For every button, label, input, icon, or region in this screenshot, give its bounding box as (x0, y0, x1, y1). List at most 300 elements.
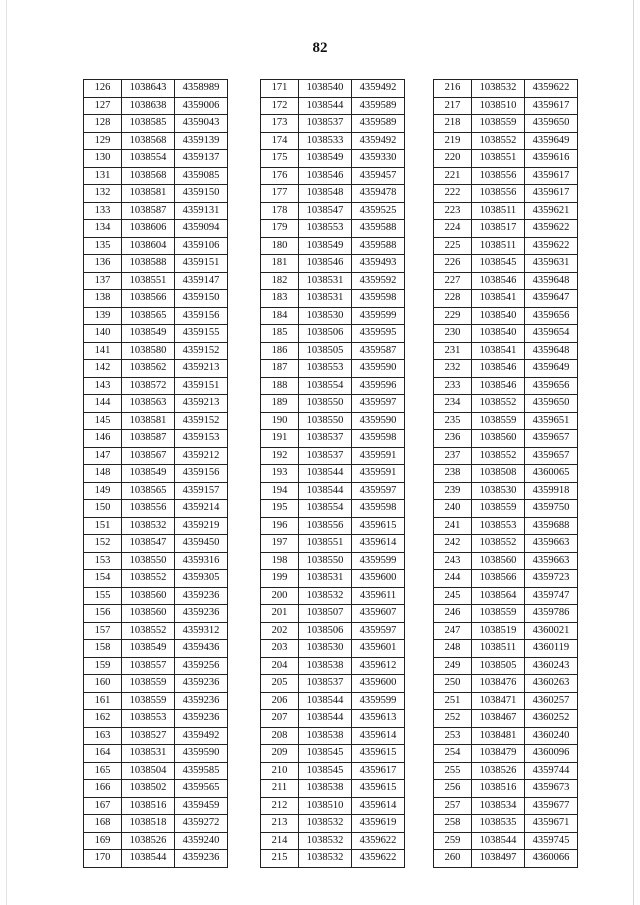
y-coordinate-cell: 4359156 (175, 465, 228, 483)
x-coordinate-cell: 1038553 (122, 710, 175, 728)
y-coordinate-cell: 4359085 (175, 167, 228, 185)
y-coordinate-cell: 4359648 (525, 342, 578, 360)
y-coordinate-cell: 4359565 (175, 780, 228, 798)
x-coordinate-cell: 1038481 (472, 727, 525, 745)
x-coordinate-cell: 1038559 (472, 605, 525, 623)
x-coordinate-cell: 1038476 (472, 675, 525, 693)
point-number-cell: 238 (434, 465, 472, 483)
point-number-cell: 133 (84, 202, 122, 220)
x-coordinate-cell: 1038535 (472, 815, 525, 833)
table-row (434, 587, 578, 605)
x-coordinate-cell: 1038549 (122, 465, 175, 483)
x-coordinate-cell: 1038550 (299, 412, 352, 430)
point-number-cell: 174 (261, 132, 299, 150)
table-row (84, 657, 228, 675)
point-number-cell: 258 (434, 815, 472, 833)
table-row (434, 132, 578, 150)
x-coordinate-cell: 1038538 (299, 780, 352, 798)
x-coordinate-cell: 1038541 (472, 342, 525, 360)
table-row (261, 657, 405, 675)
x-coordinate-cell: 1038540 (472, 307, 525, 325)
table-row (261, 220, 405, 238)
table-row (434, 150, 578, 168)
table-row (261, 692, 405, 710)
y-coordinate-cell: 4359591 (352, 447, 405, 465)
y-coordinate-cell: 4359600 (352, 570, 405, 588)
point-number-cell: 144 (84, 395, 122, 413)
table-row (84, 552, 228, 570)
y-coordinate-cell: 4359236 (175, 710, 228, 728)
point-number-cell: 152 (84, 535, 122, 553)
point-number-cell: 168 (84, 815, 122, 833)
table-row (84, 482, 228, 500)
x-coordinate-cell: 1038559 (472, 115, 525, 133)
x-coordinate-cell: 1038530 (299, 640, 352, 658)
table-row (84, 360, 228, 378)
table-row (434, 80, 578, 98)
y-coordinate-cell: 4359615 (352, 780, 405, 798)
table-row (84, 500, 228, 518)
y-coordinate-cell: 4359272 (175, 815, 228, 833)
table-row (261, 640, 405, 658)
x-coordinate-cell: 1038551 (122, 272, 175, 290)
x-coordinate-cell: 1038554 (299, 377, 352, 395)
point-number-cell: 231 (434, 342, 472, 360)
y-coordinate-cell: 4359622 (352, 850, 405, 868)
y-coordinate-cell: 4359094 (175, 220, 228, 238)
point-number-cell: 242 (434, 535, 472, 553)
point-number-cell: 260 (434, 850, 472, 868)
table-row (84, 412, 228, 430)
y-coordinate-cell: 4359492 (175, 727, 228, 745)
table-row (261, 325, 405, 343)
table-row (261, 500, 405, 518)
table-row (434, 762, 578, 780)
y-coordinate-cell: 4359597 (352, 395, 405, 413)
x-coordinate-cell: 1038581 (122, 185, 175, 203)
y-coordinate-cell: 4359622 (352, 832, 405, 850)
x-coordinate-cell: 1038541 (472, 290, 525, 308)
point-number-cell: 239 (434, 482, 472, 500)
x-coordinate-cell: 1038544 (299, 465, 352, 483)
point-number-cell: 257 (434, 797, 472, 815)
y-coordinate-cell: 4359152 (175, 412, 228, 430)
point-number-cell: 221 (434, 167, 472, 185)
y-coordinate-cell: 4359656 (525, 307, 578, 325)
point-number-cell: 158 (84, 640, 122, 658)
table-row (261, 307, 405, 325)
y-coordinate-cell: 4359663 (525, 552, 578, 570)
x-coordinate-cell: 1038556 (299, 517, 352, 535)
y-coordinate-cell: 4359597 (352, 622, 405, 640)
table-row (261, 622, 405, 640)
y-coordinate-cell: 4359213 (175, 360, 228, 378)
point-number-cell: 245 (434, 587, 472, 605)
x-coordinate-cell: 1038553 (299, 220, 352, 238)
table-row (261, 185, 405, 203)
point-number-cell: 208 (261, 727, 299, 745)
point-number-cell: 200 (261, 587, 299, 605)
point-number-cell: 130 (84, 150, 122, 168)
table-row (84, 395, 228, 413)
y-coordinate-cell: 4359214 (175, 500, 228, 518)
x-coordinate-cell: 1038547 (299, 202, 352, 220)
y-coordinate-cell: 4359312 (175, 622, 228, 640)
x-coordinate-cell: 1038531 (299, 290, 352, 308)
x-coordinate-cell: 1038559 (122, 692, 175, 710)
x-coordinate-cell: 1038546 (299, 255, 352, 273)
y-coordinate-cell: 4359613 (352, 710, 405, 728)
y-coordinate-cell: 4359677 (525, 797, 578, 815)
point-number-cell: 259 (434, 832, 472, 850)
point-number-cell: 151 (84, 517, 122, 535)
table-row (261, 80, 405, 98)
table-row (84, 727, 228, 745)
table-row (84, 115, 228, 133)
y-coordinate-cell: 4359723 (525, 570, 578, 588)
table-row (84, 202, 228, 220)
x-coordinate-cell: 1038560 (472, 430, 525, 448)
table-row (84, 150, 228, 168)
point-number-cell: 213 (261, 815, 299, 833)
x-coordinate-cell: 1038550 (299, 552, 352, 570)
table-row (84, 832, 228, 850)
table-row (84, 465, 228, 483)
point-number-cell: 127 (84, 97, 122, 115)
point-number-cell: 183 (261, 290, 299, 308)
table-row (434, 552, 578, 570)
x-coordinate-cell: 1038551 (299, 535, 352, 553)
y-coordinate-cell: 4359587 (352, 342, 405, 360)
table-row (434, 115, 578, 133)
x-coordinate-cell: 1038516 (122, 797, 175, 815)
table-row (261, 342, 405, 360)
table-row (261, 797, 405, 815)
y-coordinate-cell: 4359152 (175, 342, 228, 360)
table-row (261, 150, 405, 168)
x-coordinate-cell: 1038557 (122, 657, 175, 675)
x-coordinate-cell: 1038552 (122, 622, 175, 640)
page-number: 82 (312, 40, 328, 56)
point-number-cell: 159 (84, 657, 122, 675)
y-coordinate-cell: 4359155 (175, 325, 228, 343)
x-coordinate-cell: 1038546 (472, 360, 525, 378)
table-row (434, 447, 578, 465)
point-number-cell: 214 (261, 832, 299, 850)
x-coordinate-cell: 1038580 (122, 342, 175, 360)
point-number-cell: 178 (261, 202, 299, 220)
table-row (434, 710, 578, 728)
point-number-cell: 154 (84, 570, 122, 588)
x-coordinate-cell: 1038565 (122, 307, 175, 325)
point-number-cell: 182 (261, 272, 299, 290)
table-row (261, 465, 405, 483)
y-coordinate-cell: 4359597 (352, 482, 405, 500)
table-row (434, 605, 578, 623)
table-row (261, 97, 405, 115)
table-row (434, 377, 578, 395)
x-coordinate-cell: 1038508 (472, 465, 525, 483)
x-coordinate-cell: 1038549 (122, 325, 175, 343)
point-number-cell: 240 (434, 500, 472, 518)
point-number-cell: 209 (261, 745, 299, 763)
y-coordinate-cell: 4359236 (175, 675, 228, 693)
x-coordinate-cell: 1038568 (122, 132, 175, 150)
y-coordinate-cell: 4360066 (525, 850, 578, 868)
y-coordinate-cell: 4359213 (175, 395, 228, 413)
point-number-cell: 165 (84, 762, 122, 780)
table-row (434, 97, 578, 115)
table-row (261, 360, 405, 378)
table-row (84, 272, 228, 290)
y-coordinate-cell: 4359614 (352, 535, 405, 553)
table-row (261, 115, 405, 133)
point-number-cell: 132 (84, 185, 122, 203)
x-coordinate-cell: 1038549 (299, 237, 352, 255)
y-coordinate-cell: 4359654 (525, 325, 578, 343)
y-coordinate-cell: 4359598 (352, 430, 405, 448)
x-coordinate-cell: 1038505 (472, 657, 525, 675)
point-number-cell: 173 (261, 115, 299, 133)
x-coordinate-cell: 1038531 (299, 570, 352, 588)
x-coordinate-cell: 1038510 (472, 97, 525, 115)
y-coordinate-cell: 4359621 (525, 202, 578, 220)
x-coordinate-cell: 1038534 (472, 797, 525, 815)
table-row (84, 797, 228, 815)
table-row (434, 675, 578, 693)
point-number-cell: 170 (84, 850, 122, 868)
point-number-cell: 164 (84, 745, 122, 763)
y-coordinate-cell: 4359671 (525, 815, 578, 833)
x-coordinate-cell: 1038504 (122, 762, 175, 780)
x-coordinate-cell: 1038587 (122, 430, 175, 448)
y-coordinate-cell: 4360263 (525, 675, 578, 693)
y-coordinate-cell: 4359151 (175, 255, 228, 273)
y-coordinate-cell: 4359615 (352, 517, 405, 535)
y-coordinate-cell: 4359598 (352, 290, 405, 308)
y-coordinate-cell: 4360252 (525, 710, 578, 728)
point-number-cell: 135 (84, 237, 122, 255)
table-row (434, 325, 578, 343)
table-row (261, 412, 405, 430)
point-number-cell: 129 (84, 132, 122, 150)
table-row (434, 220, 578, 238)
point-number-cell: 194 (261, 482, 299, 500)
x-coordinate-cell: 1038532 (299, 832, 352, 850)
y-coordinate-cell: 4359590 (175, 745, 228, 763)
x-coordinate-cell: 1038527 (122, 727, 175, 745)
y-coordinate-cell: 4359617 (525, 185, 578, 203)
x-coordinate-cell: 1038531 (122, 745, 175, 763)
point-number-cell: 210 (261, 762, 299, 780)
point-number-cell: 219 (434, 132, 472, 150)
y-coordinate-cell: 4359156 (175, 307, 228, 325)
x-coordinate-cell: 1038566 (472, 570, 525, 588)
x-coordinate-cell: 1038585 (122, 115, 175, 133)
y-coordinate-cell: 4359236 (175, 850, 228, 868)
y-coordinate-cell: 4359151 (175, 377, 228, 395)
point-number-cell: 149 (84, 482, 122, 500)
y-coordinate-cell: 4359616 (525, 150, 578, 168)
table-row (84, 570, 228, 588)
point-number-cell: 160 (84, 675, 122, 693)
x-coordinate-cell: 1038544 (299, 692, 352, 710)
point-number-cell: 162 (84, 710, 122, 728)
table-row (434, 167, 578, 185)
table-row (261, 832, 405, 850)
y-coordinate-cell: 4359600 (352, 675, 405, 693)
x-coordinate-cell: 1038532 (122, 517, 175, 535)
table-row (261, 710, 405, 728)
point-number-cell: 172 (261, 97, 299, 115)
y-coordinate-cell: 4359631 (525, 255, 578, 273)
x-coordinate-cell: 1038544 (299, 482, 352, 500)
point-number-cell: 184 (261, 307, 299, 325)
x-coordinate-cell: 1038532 (299, 815, 352, 833)
x-coordinate-cell: 1038556 (122, 500, 175, 518)
y-coordinate-cell: 4359617 (352, 762, 405, 780)
table-row (434, 202, 578, 220)
table-row (434, 692, 578, 710)
x-coordinate-cell: 1038544 (299, 710, 352, 728)
y-coordinate-cell: 4359147 (175, 272, 228, 290)
point-number-cell: 156 (84, 605, 122, 623)
y-coordinate-cell: 4359622 (525, 80, 578, 98)
x-coordinate-cell: 1038505 (299, 342, 352, 360)
y-coordinate-cell: 4359589 (352, 97, 405, 115)
point-number-cell: 234 (434, 395, 472, 413)
table-row (261, 255, 405, 273)
table-row (261, 202, 405, 220)
point-number-cell: 169 (84, 832, 122, 850)
x-coordinate-cell: 1038502 (122, 780, 175, 798)
point-number-cell: 211 (261, 780, 299, 798)
x-coordinate-cell: 1038548 (299, 185, 352, 203)
table-row (84, 535, 228, 553)
table-row (434, 185, 578, 203)
table-row (261, 675, 405, 693)
table-row (84, 377, 228, 395)
table-row (434, 342, 578, 360)
y-coordinate-cell: 4359649 (525, 360, 578, 378)
point-number-cell: 142 (84, 360, 122, 378)
x-coordinate-cell: 1038562 (122, 360, 175, 378)
x-coordinate-cell: 1038546 (472, 272, 525, 290)
point-number-cell: 247 (434, 622, 472, 640)
point-number-cell: 216 (434, 80, 472, 98)
table-row (261, 132, 405, 150)
table-row (261, 727, 405, 745)
point-number-cell: 139 (84, 307, 122, 325)
y-coordinate-cell: 4359750 (525, 500, 578, 518)
table-row (261, 762, 405, 780)
y-coordinate-cell: 4359330 (352, 150, 405, 168)
point-number-cell: 201 (261, 605, 299, 623)
y-coordinate-cell: 4359450 (175, 535, 228, 553)
table-row (84, 290, 228, 308)
table-row (261, 780, 405, 798)
table-row (84, 605, 228, 623)
y-coordinate-cell: 4359240 (175, 832, 228, 850)
table-row (84, 675, 228, 693)
table-row (434, 465, 578, 483)
point-number-cell: 179 (261, 220, 299, 238)
point-number-cell: 249 (434, 657, 472, 675)
table-row (434, 832, 578, 850)
y-coordinate-cell: 4360096 (525, 745, 578, 763)
point-number-cell: 143 (84, 377, 122, 395)
x-coordinate-cell: 1038471 (472, 692, 525, 710)
table-row (84, 447, 228, 465)
y-coordinate-cell: 4359918 (525, 482, 578, 500)
point-number-cell: 177 (261, 185, 299, 203)
point-number-cell: 157 (84, 622, 122, 640)
point-number-cell: 131 (84, 167, 122, 185)
x-coordinate-cell: 1038518 (122, 815, 175, 833)
y-coordinate-cell: 4359157 (175, 482, 228, 500)
y-coordinate-cell: 4359747 (525, 587, 578, 605)
table-row (261, 237, 405, 255)
y-coordinate-cell: 4359457 (352, 167, 405, 185)
y-coordinate-cell: 4359650 (525, 395, 578, 413)
y-coordinate-cell: 4359592 (352, 272, 405, 290)
point-number-cell: 126 (84, 80, 122, 98)
point-number-cell: 222 (434, 185, 472, 203)
x-coordinate-cell: 1038516 (472, 780, 525, 798)
table-row (84, 587, 228, 605)
table-row (84, 815, 228, 833)
table-row (434, 780, 578, 798)
y-coordinate-cell: 4359585 (175, 762, 228, 780)
x-coordinate-cell: 1038560 (472, 552, 525, 570)
point-number-cell: 137 (84, 272, 122, 290)
table-row (84, 745, 228, 763)
table-row (434, 412, 578, 430)
table-row (84, 430, 228, 448)
point-number-cell: 147 (84, 447, 122, 465)
x-coordinate-cell: 1038553 (472, 517, 525, 535)
point-number-cell: 197 (261, 535, 299, 553)
table-row (434, 307, 578, 325)
table-row (261, 395, 405, 413)
y-coordinate-cell: 4360240 (525, 727, 578, 745)
table-row (84, 780, 228, 798)
x-coordinate-cell: 1038537 (299, 675, 352, 693)
y-coordinate-cell: 4360243 (525, 657, 578, 675)
x-coordinate-cell: 1038544 (299, 97, 352, 115)
y-coordinate-cell: 4359236 (175, 587, 228, 605)
x-coordinate-cell: 1038581 (122, 412, 175, 430)
table-row (84, 220, 228, 238)
point-number-cell: 163 (84, 727, 122, 745)
y-coordinate-cell: 4359673 (525, 780, 578, 798)
x-coordinate-cell: 1038606 (122, 220, 175, 238)
point-number-cell: 128 (84, 115, 122, 133)
table-row (84, 132, 228, 150)
y-coordinate-cell: 4360119 (525, 640, 578, 658)
x-coordinate-cell: 1038545 (299, 762, 352, 780)
table-row (261, 517, 405, 535)
x-coordinate-cell: 1038538 (299, 657, 352, 675)
point-number-cell: 193 (261, 465, 299, 483)
point-number-cell: 225 (434, 237, 472, 255)
point-number-cell: 167 (84, 797, 122, 815)
x-coordinate-cell: 1038497 (472, 850, 525, 868)
y-coordinate-cell: 4359614 (352, 797, 405, 815)
y-coordinate-cell: 4359607 (352, 605, 405, 623)
table-row (84, 692, 228, 710)
table-row (84, 640, 228, 658)
